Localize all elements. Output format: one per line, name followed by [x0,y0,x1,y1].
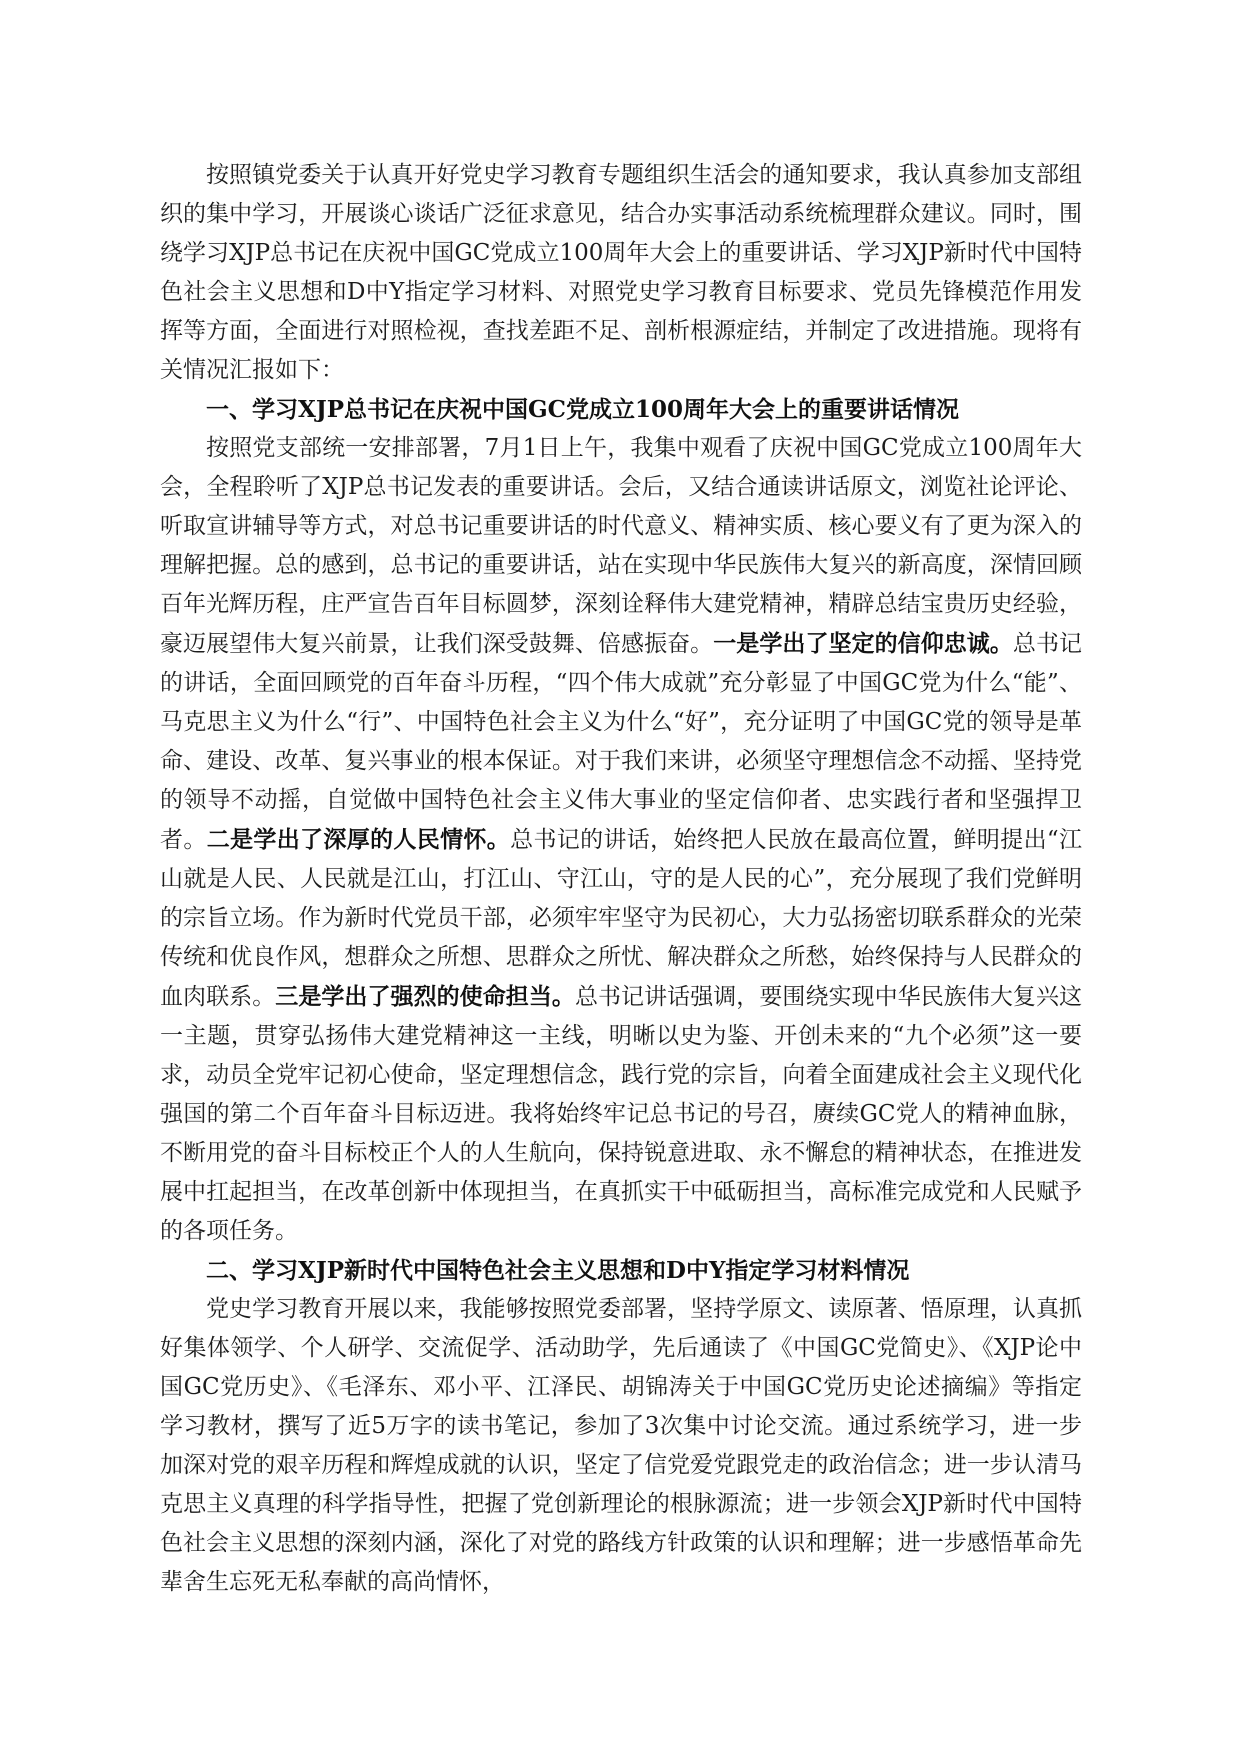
section-2-heading: 二、学习XJP新时代中国特色社会主义思想和D中Y指定学习材料情况 [206,1257,910,1284]
point-3-text: 总书记讲话强调，要围绕实现中华民族伟大复兴这一主题，贯穿弘扬伟大建党精神这一主线，明晰以史为鉴、开创未来的“九个必须”这一要求，动员全党牢记初心使命，坚定理想信念，践行党的宗旨，向着全面建成社会主义现代化强国的第二个百年奋斗目标迈进。我将始终牢记总书记的号召，赓续GC党人的精神血脉，不断用党的奋斗目标校正个人的人生航向，保持锐意进取、永不懈怠的精神状态，在推进发展中扛起担当，在改革创新中体现担当，在真抓实干中砥砺担当，高标准完成党和人民赋予的各项任务。 [160,984,1083,1244]
point-1-text: 总书记的讲话，全面回顾党的百年奋斗历程，“四个伟大成就”充分彰显了中国GC党为什么“能”、马克思主义为什么“行”、中国特色社会主义为什么“好”，充分证明了中国GC党的领导是革命、建设、改革、复兴事业的根本保证。对于我们来讲，必须坚守理想信念不动摇、坚持党的领导不动摇，自觉做中国特色社会主义伟大事业的坚定信仰者、忠实践行者和坚强捍卫者。 [160,631,1083,853]
point-1-lead: 一是学出了坚定的信仰忠诚。 [713,630,1013,657]
section-2-paragraph: 党史学习教育开展以来，我能够按照党委部署，坚持学原文、读原著、悟原理，认真抓好集体领学、个人研学、交流促学、活动助学，先后通读了《中国GC党简史》、《XJP论中国GC党历史》、《毛泽东、邓小平、江泽民、胡锦涛关于中国GC党历史论述摘编》等指定学习教材，撰写了近5万字的读书笔记，参加了3次集中讨论交流。通过系统学习，进一步加深对党的艰辛历程和辉煌成就的认识，坚定了信党爱党跟党走的政治信念；进一步认清马克思主义真理的科学指导性，把握了党创新理论的根脉源流；进一步领会XJP新时代中国特色社会主义思想的深刻内涵，深化了对党的路线方针政策的认识和理解；进一步感悟革命先辈舍生忘死无私奉献的高尚情怀， [160,1296,1082,1595]
section-1-intro-text: 按照党支部统一安排部署，7月1日上午，我集中观看了庆祝中国GC党成立100周年大会，全程聆听了XJP总书记发表的重要讲话。会后，又结合通读讲话原文，浏览社论评论、听取宣讲辅导等方式，对总书记重要讲话的时代意义、精神实质、核心要义有了更为深入的理解把握。总的感到，总书记的重要讲话，站在实现中华民族伟大复兴的新高度，深情回顾百年光辉历程，庄严宣告百年目标圆梦，深刻诠释伟大建党精神，精辟总结宝贵历史经验，豪迈展望伟大复兴前景，让我们深受鼓舞、倍感振奋。 [160,435,1082,657]
document-page [160,156,1082,1602]
point-2-lead: 二是学出了深厚的人民情怀。 [206,826,511,853]
point-2-text: 总书记的讲话，始终把人民放在最高位置，鲜明提出“江山就是人民、人民就是江山，打江山、守江山，守的是人民的心”，充分展现了我们党鲜明的宗旨立场。作为新时代党员干部，必须牢牢坚守为民初心，大力弘扬密切联系群众的光荣传统和优良作风，想群众之所想、思群众之所忧、解决群众之所愁，始终保持与人民群众的血肉联系。 [160,827,1083,1010]
intro-paragraph: 按照镇党委关于认真开好党史学习教育专题组织生活会的通知要求，我认真参加支部组织的集中学习，开展谈心谈话广泛征求意见，结合办实事活动系统梳理群众建议。同时，围绕学习XJP总书记在庆祝中国GC党成立100周年大会上的重要讲话、学习XJP新时代中国特色社会主义思想和D中Y指定学习材料、对照党史学习教育目标要求、党员先锋模范作用发挥等方面，全面进行对照检视，查找差距不足、剖析根源症结，并制定了改进措施。现将有关情况汇报如下： [160,162,1082,383]
section-1-heading: 一、学习XJP总书记在庆祝中国GC党成立100周年大会上的重要讲话情况 [206,396,959,423]
point-3-lead: 三是学出了强烈的使命担当。 [275,983,575,1010]
section-1-paragraph [160,429,1082,1251]
